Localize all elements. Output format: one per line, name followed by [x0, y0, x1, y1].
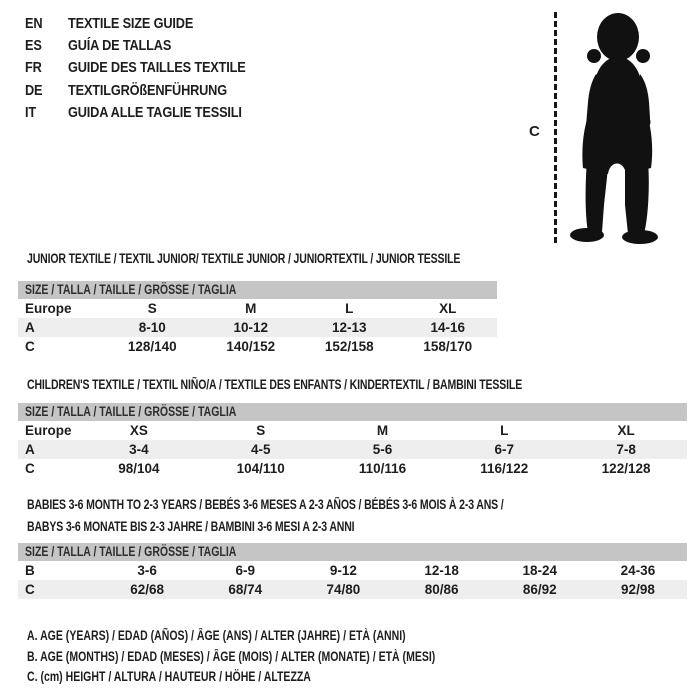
legend-line-a: A. AGE (YEARS) / EDAD (AÑOS) / ÂGE (ANS) / ALTER (JAHRE) / ETÀ (ANNI) [27, 627, 406, 643]
table-cell: 140/152 [226, 339, 276, 354]
row-label: A [25, 442, 35, 457]
language-label: GUÍA DE TALLAS [68, 37, 172, 55]
size-header-bar: SIZE / TALLA / TAILLE / GRÖSSE / TAGLIA [18, 403, 687, 421]
table-cell: 116/122 [480, 461, 529, 476]
table-cell: 14-16 [430, 320, 466, 335]
table-cell: L [500, 423, 509, 438]
table-cell: 152/158 [324, 339, 374, 354]
table-cell: 12-13 [331, 320, 367, 335]
table-cell: 158/170 [423, 339, 473, 354]
table-cell: 110/116 [358, 461, 407, 476]
table-cell: S [256, 423, 266, 438]
table-cell: 3-6 [137, 563, 157, 578]
table-cell: 68/74 [228, 582, 263, 597]
language-label: GUIDA ALLE TAGLIE TESSILI [68, 104, 242, 122]
language-row-fr [25, 57, 277, 79]
language-list [25, 12, 277, 124]
table-cell: L [345, 301, 354, 316]
table-cell: 6-9 [235, 563, 256, 578]
table-cell: 6-7 [494, 442, 515, 457]
legend-line-b: B. AGE (MONTHS) / EDAD (MESES) / ÂGE (MOIS) / ALTER (MONATE) / ETÀ (MESI) [27, 648, 436, 664]
table-row-c [18, 580, 687, 599]
table-cell: M [376, 423, 389, 438]
table-row-c [18, 337, 497, 356]
table-cell: 122/128 [601, 461, 651, 476]
language-row-es [25, 34, 277, 56]
table-cell: XS [129, 423, 148, 438]
table-cell: 18-24 [522, 563, 558, 578]
table-cell: 8-10 [138, 320, 166, 335]
row-label: A [25, 320, 35, 335]
toddler-silhouette-icon [563, 10, 667, 246]
table-row-a [18, 440, 687, 459]
row-label: Europe [25, 301, 72, 316]
table-cell: XL [439, 301, 457, 316]
table-cell: 10-12 [233, 320, 269, 335]
row-label: C [25, 582, 35, 597]
table-row-b [18, 561, 687, 580]
size-header-bar: SIZE / TALLA / TAILLE / GRÖSSE / TAGLIA [18, 543, 687, 561]
table-cell: 9-12 [329, 563, 357, 578]
children-size-table [18, 403, 687, 478]
height-dashed-line [554, 12, 557, 243]
legend-line-c: C. (cm) HEIGHT / ALTURA / HAUTEUR / HÖHE / ALTEZZA [27, 669, 311, 685]
language-row-en [25, 12, 277, 34]
table-cell: 80/86 [424, 582, 459, 597]
row-label: C [25, 339, 35, 354]
table-cell: 98/104 [118, 461, 160, 476]
table-cell: 128/140 [127, 339, 177, 354]
table-cell: M [245, 301, 257, 316]
table-cell: 3-4 [129, 442, 149, 457]
language-label: GUIDE DES TAILLES TEXTILE [68, 59, 246, 77]
language-code: FR [25, 59, 42, 77]
table-cell: 104/110 [236, 461, 285, 476]
children-section-title: CHILDREN'S TEXTILE / TEXTIL NIÑO/A / TEXTILE DES ENFANTS / KINDERTEXTIL / BAMBINI TESSILE [27, 377, 523, 392]
junior-size-table [18, 281, 497, 356]
table-cell: 86/92 [522, 582, 557, 597]
table-cell: 12-18 [424, 563, 459, 578]
language-code: IT [25, 104, 36, 122]
table-row-c [18, 459, 687, 478]
babies-size-table [18, 543, 687, 599]
language-code: EN [25, 14, 43, 32]
table-cell: XL [617, 423, 635, 438]
row-label: C [25, 461, 35, 476]
table-cell: 24-36 [620, 563, 656, 578]
row-label: B [25, 563, 35, 578]
language-row-it [25, 102, 277, 124]
table-cell: 62/68 [130, 582, 164, 597]
table-cell: 92/98 [621, 582, 655, 597]
babies-title-line-2: BABYS 3-6 MONATE BIS 2-3 JAHRE / BAMBINI 3-6 MESI A 2-3 ANNI [27, 519, 355, 534]
table-cell: S [147, 301, 157, 316]
table-cell: 7-8 [616, 442, 636, 457]
language-code: DE [25, 81, 43, 99]
table-cell: 4-5 [250, 442, 271, 457]
measure-legend [27, 625, 550, 687]
table-row-europe [18, 299, 497, 318]
table-row-a [18, 318, 497, 337]
language-label: TEXTILE SIZE GUIDE [68, 14, 194, 32]
babies-title-line-1: BABIES 3-6 MONTH TO 2-3 YEARS / BEBÉS 3-6 MESES A 2-3 AÑOS / BÉBÉS 3-6 MOIS À 2-3 ANS / [27, 497, 504, 512]
table-cell: 5-6 [372, 442, 393, 457]
language-label: TEXTILGRÖßENFÜHRUNG [68, 81, 227, 99]
table-row-europe [18, 421, 687, 440]
row-label: Europe [25, 423, 72, 438]
table-cell: 74/80 [326, 582, 361, 597]
height-measure-label: C [529, 123, 540, 140]
language-row-de [25, 79, 277, 101]
junior-section-title: JUNIOR TEXTILE / TEXTIL JUNIOR/ TEXTILE JUNIOR / JUNIORTEXTIL / JUNIOR TESSILE [27, 251, 461, 266]
language-code: ES [25, 37, 42, 55]
size-header-bar: SIZE / TALLA / TAILLE / GRÖSSE / TAGLIA [18, 281, 497, 299]
babies-section-title [27, 494, 638, 538]
